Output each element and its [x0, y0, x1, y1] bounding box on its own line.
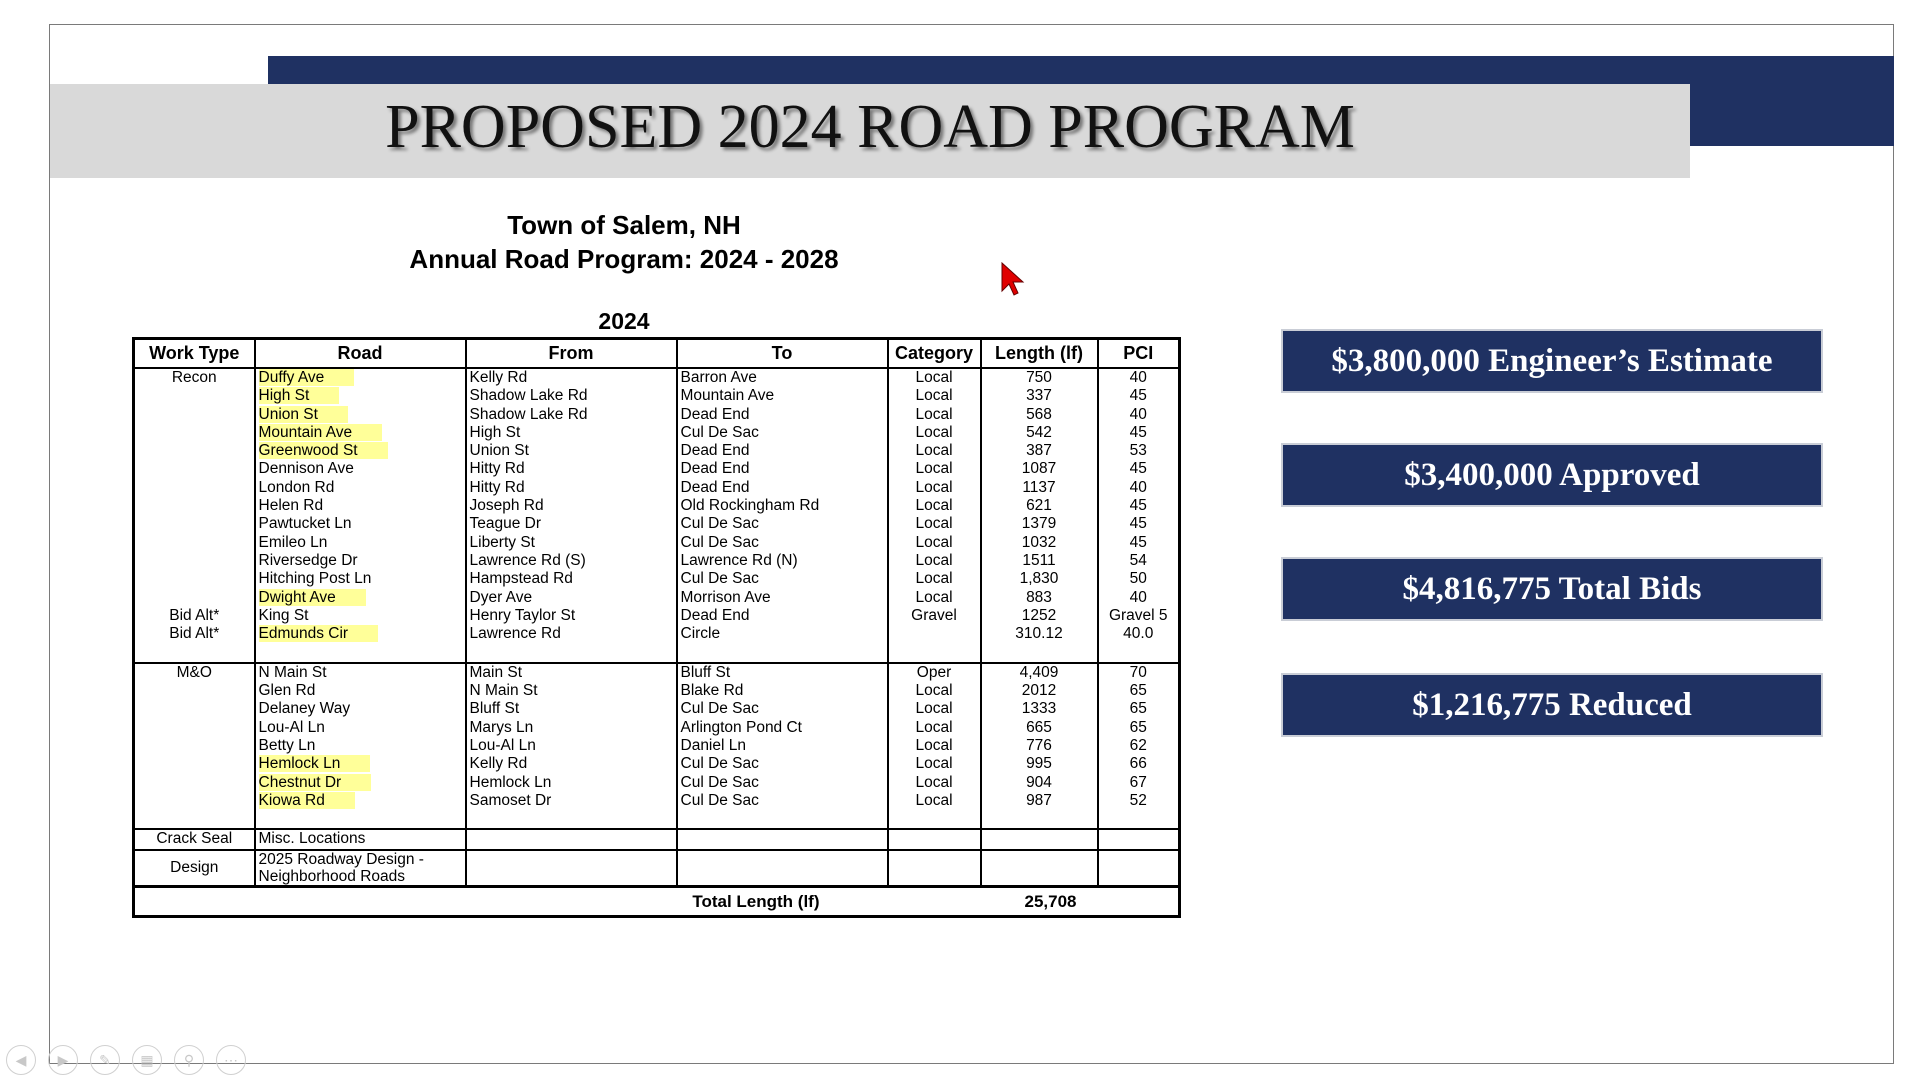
length-cell: 1087 — [981, 460, 1098, 478]
road-name: N Main St — [258, 663, 327, 681]
to-cell: Cul De Sac — [677, 700, 888, 718]
category-cell: Local — [888, 570, 981, 588]
from-cell: Hitty Rd — [466, 479, 677, 497]
from-cell: Hitty Rd — [466, 460, 677, 478]
pci-cell: 62 — [1098, 737, 1180, 755]
engineers-estimate-card: $3,800,000 Engineer’s Estimate — [1283, 331, 1821, 391]
table-row — [134, 460, 1180, 478]
from-cell: High St — [466, 424, 677, 442]
length-cell: 337 — [981, 387, 1098, 405]
road-cell — [255, 700, 466, 718]
total-label: Total Length (lf) — [134, 886, 888, 916]
category-cell: Local — [888, 552, 981, 570]
road-cell — [255, 424, 466, 442]
work-type-cell — [134, 387, 255, 405]
org-name: Town of Salem, NH — [507, 210, 741, 240]
work-type-cell — [134, 460, 255, 478]
table-row — [134, 755, 1180, 773]
table-row — [134, 479, 1180, 497]
table-row — [134, 570, 1180, 588]
work-type-cell — [134, 589, 255, 607]
road-name: High St — [259, 387, 340, 404]
category-cell — [888, 625, 981, 643]
category-cell: Local — [888, 589, 981, 607]
from-cell: Henry Taylor St — [466, 607, 677, 625]
to-cell: Arlington Pond Ct — [677, 719, 888, 737]
from-cell: Bluff St — [466, 700, 677, 718]
zoom-icon[interactable]: ⚲ — [174, 1045, 204, 1075]
to-cell: Dead End — [677, 460, 888, 478]
length-cell: 904 — [981, 774, 1098, 792]
road-cell — [255, 792, 466, 810]
table-row — [134, 497, 1180, 515]
table-row — [134, 737, 1180, 755]
to-cell: Bluff St — [677, 663, 888, 682]
work-type-cell — [134, 479, 255, 497]
work-type-cell — [134, 682, 255, 700]
mo-section — [134, 663, 1180, 830]
more-icon[interactable]: ⋯ — [216, 1045, 246, 1075]
table-row — [134, 625, 1180, 643]
road-cell — [255, 625, 466, 643]
pci-cell: 45 — [1098, 515, 1180, 533]
table-row — [134, 792, 1180, 810]
pci-cell: 50 — [1098, 570, 1180, 588]
to-cell: Cul De Sac — [677, 570, 888, 588]
road-cell — [255, 497, 466, 515]
length-cell: 1032 — [981, 534, 1098, 552]
length-cell: 1137 — [981, 479, 1098, 497]
from-cell: Hampstead Rd — [466, 570, 677, 588]
length-cell: 542 — [981, 424, 1098, 442]
work-type-cell — [134, 406, 255, 424]
from-cell: Hemlock Ln — [466, 774, 677, 792]
road-name: Kiowa Rd — [259, 792, 355, 809]
road-cell — [255, 552, 466, 570]
from-cell: Teague Dr — [466, 515, 677, 533]
to-cell: Blake Rd — [677, 682, 888, 700]
length-cell: 995 — [981, 755, 1098, 773]
from-cell: Marys Ln — [466, 719, 677, 737]
table-row — [134, 682, 1180, 700]
road-name: Union St — [259, 406, 348, 423]
category-cell: Local — [888, 755, 981, 773]
to-cell: Cul De Sac — [677, 515, 888, 533]
category-cell: Local — [888, 387, 981, 405]
from-cell: Dyer Ave — [466, 589, 677, 607]
to-cell: Cul De Sac — [677, 792, 888, 810]
cursor-arrow-icon — [1000, 261, 1028, 297]
work-type-cell — [134, 515, 255, 533]
road-program-table — [132, 337, 1181, 918]
to-cell: Lawrence Rd (N) — [677, 552, 888, 570]
from-cell: Shadow Lake Rd — [466, 406, 677, 424]
reduced-card: $1,216,775 Reduced — [1283, 675, 1821, 735]
table-header-row — [134, 339, 1180, 369]
pci-cell: 52 — [1098, 792, 1180, 810]
header-length: Length (lf) — [981, 339, 1098, 369]
road-cell — [255, 460, 466, 478]
recon-section — [134, 368, 1180, 663]
work-type-cell — [134, 774, 255, 792]
from-cell: Kelly Rd — [466, 755, 677, 773]
work-type-cell: Recon — [134, 368, 255, 387]
category-cell: Local — [888, 442, 981, 460]
road-name: Greenwood St — [259, 442, 388, 459]
road-name: King St — [258, 606, 309, 624]
from-cell: Main St — [466, 663, 677, 682]
category-cell: Local — [888, 460, 981, 478]
pci-cell: 65 — [1098, 700, 1180, 718]
work-type-cell: Bid Alt* — [134, 625, 255, 643]
length-cell: 665 — [981, 719, 1098, 737]
category-cell: Local — [888, 700, 981, 718]
road-name: Chestnut Dr — [259, 774, 372, 791]
pci-cell: 40 — [1098, 368, 1180, 387]
table-row — [134, 368, 1180, 387]
work-type-cell — [134, 424, 255, 442]
length-cell: 776 — [981, 737, 1098, 755]
pci-cell: 54 — [1098, 552, 1180, 570]
from-cell: Joseph Rd — [466, 497, 677, 515]
pci-cell: 53 — [1098, 442, 1180, 460]
work-type-cell — [134, 534, 255, 552]
table-row — [134, 515, 1180, 533]
total-value: 25,708 — [981, 886, 1098, 916]
work-type-cell — [134, 570, 255, 588]
road-cell — [255, 682, 466, 700]
to-cell: Dead End — [677, 479, 888, 497]
work-type-cell — [134, 737, 255, 755]
pci-cell: 66 — [1098, 755, 1180, 773]
length-cell: 987 — [981, 792, 1098, 810]
length-cell: 1,830 — [981, 570, 1098, 588]
category-cell: Local — [888, 682, 981, 700]
road-cell — [255, 570, 466, 588]
road-cell — [255, 719, 466, 737]
table-row — [134, 774, 1180, 792]
header-pci: PCI — [1098, 339, 1180, 369]
pci-cell: 67 — [1098, 774, 1180, 792]
header-category: Category — [888, 339, 981, 369]
category-cell: Local — [888, 497, 981, 515]
length-cell: 621 — [981, 497, 1098, 515]
pci-cell: 45 — [1098, 497, 1180, 515]
road-name: Hitching Post Ln — [258, 570, 372, 588]
category-cell: Local — [888, 719, 981, 737]
category-cell: Local — [888, 534, 981, 552]
road-cell — [255, 442, 466, 460]
work-type-cell: Crack Seal — [134, 829, 255, 849]
road-name: Delaney Way — [258, 700, 351, 718]
pci-cell: 65 — [1098, 682, 1180, 700]
length-cell: 310.12 — [981, 625, 1098, 643]
road-line-1: 2025 Roadway Design - — [258, 850, 424, 868]
length-cell: 387 — [981, 442, 1098, 460]
category-cell: Local — [888, 515, 981, 533]
road-name: London Rd — [258, 478, 335, 496]
pci-cell: Gravel 5 — [1098, 607, 1180, 625]
road-line-2: Neighborhood Roads — [258, 867, 405, 885]
road-name: Helen Rd — [258, 497, 324, 515]
from-cell: Shadow Lake Rd — [466, 387, 677, 405]
category-cell: Local — [888, 774, 981, 792]
work-type-cell — [134, 700, 255, 718]
header-road: Road — [255, 339, 466, 369]
length-cell: 1511 — [981, 552, 1098, 570]
work-type-cell — [134, 719, 255, 737]
work-type-cell: Design — [134, 850, 255, 887]
from-cell: N Main St — [466, 682, 677, 700]
from-cell: Samoset Dr — [466, 792, 677, 810]
prev-icon[interactable]: ◀ — [6, 1045, 36, 1075]
to-cell: Cul De Sac — [677, 755, 888, 773]
header-from: From — [466, 339, 677, 369]
to-cell: Morrison Ave — [677, 589, 888, 607]
pci-cell: 40 — [1098, 406, 1180, 424]
road-name: Lou-Al Ln — [258, 718, 325, 736]
work-type-cell — [134, 497, 255, 515]
length-cell: 568 — [981, 406, 1098, 424]
pci-cell: 45 — [1098, 534, 1180, 552]
header-to: To — [677, 339, 888, 369]
to-cell: Cul De Sac — [677, 534, 888, 552]
road-cell — [255, 534, 466, 552]
road-cell — [255, 607, 466, 625]
road-name: Emileo Ln — [258, 533, 328, 551]
table-row — [134, 406, 1180, 424]
road-cell — [255, 515, 466, 533]
road-name: Glen Rd — [258, 682, 316, 700]
length-cell: 1333 — [981, 700, 1098, 718]
length-cell: 1379 — [981, 515, 1098, 533]
approved-card: $3,400,000 Approved — [1283, 445, 1821, 505]
from-cell: Liberty St — [466, 534, 677, 552]
to-cell: Cul De Sac — [677, 774, 888, 792]
category-cell: Local — [888, 792, 981, 810]
pci-cell: 70 — [1098, 663, 1180, 682]
road-name: Riversedge Dr — [258, 551, 358, 569]
table-row — [134, 442, 1180, 460]
presentation-controls — [6, 1045, 246, 1075]
category-cell: Gravel — [888, 607, 981, 625]
from-cell: Union St — [466, 442, 677, 460]
pci-cell: 40 — [1098, 589, 1180, 607]
road-cell — [255, 755, 466, 773]
from-cell: Kelly Rd — [466, 368, 677, 387]
road-cell — [255, 479, 466, 497]
road-name: Edmunds Cir — [259, 625, 379, 642]
slide-title: PROPOSED 2024 ROAD PROGRAM — [385, 93, 1355, 161]
road-cell: Misc. Locations — [255, 829, 466, 849]
length-cell: 2012 — [981, 682, 1098, 700]
pci-cell: 45 — [1098, 460, 1180, 478]
road-name: Mountain Ave — [259, 424, 383, 441]
to-cell: Dead End — [677, 442, 888, 460]
category-cell: Local — [888, 368, 981, 387]
from-cell: Lawrence Rd — [466, 625, 677, 643]
table-year: 2024 — [598, 308, 650, 334]
table-row — [134, 850, 1180, 887]
total-bids-card: $4,816,775 Total Bids — [1283, 559, 1821, 619]
work-type-cell: Bid Alt* — [134, 607, 255, 625]
table-row — [134, 552, 1180, 570]
road-cell — [255, 774, 466, 792]
category-cell: Local — [888, 406, 981, 424]
category-cell: Oper — [888, 663, 981, 682]
work-type-cell — [134, 442, 255, 460]
road-name: Dennison Ave — [258, 460, 354, 478]
to-cell: Dead End — [677, 607, 888, 625]
pci-cell: 45 — [1098, 424, 1180, 442]
pci-cell: 65 — [1098, 719, 1180, 737]
to-cell: Dead End — [677, 406, 888, 424]
table-row — [134, 663, 1180, 682]
to-cell: Circle — [677, 625, 888, 643]
road-name: Duffy Ave — [259, 369, 355, 386]
length-cell: 1252 — [981, 607, 1098, 625]
slides-icon[interactable]: ▦ — [132, 1045, 162, 1075]
to-cell: Barron Ave — [677, 368, 888, 387]
pen-icon[interactable]: ✎ — [90, 1045, 120, 1075]
road-cell — [255, 589, 466, 607]
road-cell — [255, 850, 466, 887]
work-type-cell — [134, 755, 255, 773]
work-type-cell — [134, 552, 255, 570]
road-cell — [255, 663, 466, 682]
work-type-cell — [134, 792, 255, 810]
table-row — [134, 387, 1180, 405]
next-icon[interactable]: ▶ — [48, 1045, 78, 1075]
header-work-type: Work Type — [134, 339, 255, 369]
length-cell: 883 — [981, 589, 1098, 607]
road-cell — [255, 406, 466, 424]
program-subtitle: Annual Road Program: 2024 - 2028 — [409, 244, 839, 274]
to-cell: Old Rockingham Rd — [677, 497, 888, 515]
to-cell: Cul De Sac — [677, 424, 888, 442]
pci-cell: 45 — [1098, 387, 1180, 405]
table-row — [134, 534, 1180, 552]
category-cell: Local — [888, 424, 981, 442]
pci-cell: 40.0 — [1098, 625, 1180, 643]
to-cell: Mountain Ave — [677, 387, 888, 405]
to-cell: Daniel Ln — [677, 737, 888, 755]
table-row — [134, 700, 1180, 718]
road-name: Betty Ln — [258, 736, 316, 754]
table-row — [134, 719, 1180, 737]
road-cell — [255, 387, 466, 405]
road-name: Hemlock Ln — [259, 755, 371, 772]
pci-cell: 40 — [1098, 479, 1180, 497]
road-cell — [255, 737, 466, 755]
table-row — [134, 424, 1180, 442]
table-row — [134, 829, 1180, 849]
category-cell: Local — [888, 737, 981, 755]
from-cell: Lawrence Rd (S) — [466, 552, 677, 570]
length-cell: 4,409 — [981, 663, 1098, 682]
category-cell: Local — [888, 479, 981, 497]
from-cell: Lou-Al Ln — [466, 737, 677, 755]
road-cell — [255, 368, 466, 387]
total-row — [134, 886, 1180, 916]
work-type-cell: M&O — [134, 663, 255, 682]
road-name: Pawtucket Ln — [258, 515, 352, 533]
table-row — [134, 589, 1180, 607]
table-row — [134, 607, 1180, 625]
length-cell: 750 — [981, 368, 1098, 387]
road-name: Dwight Ave — [259, 589, 366, 606]
section-spacer — [134, 643, 1180, 662]
section-spacer — [134, 810, 1180, 829]
